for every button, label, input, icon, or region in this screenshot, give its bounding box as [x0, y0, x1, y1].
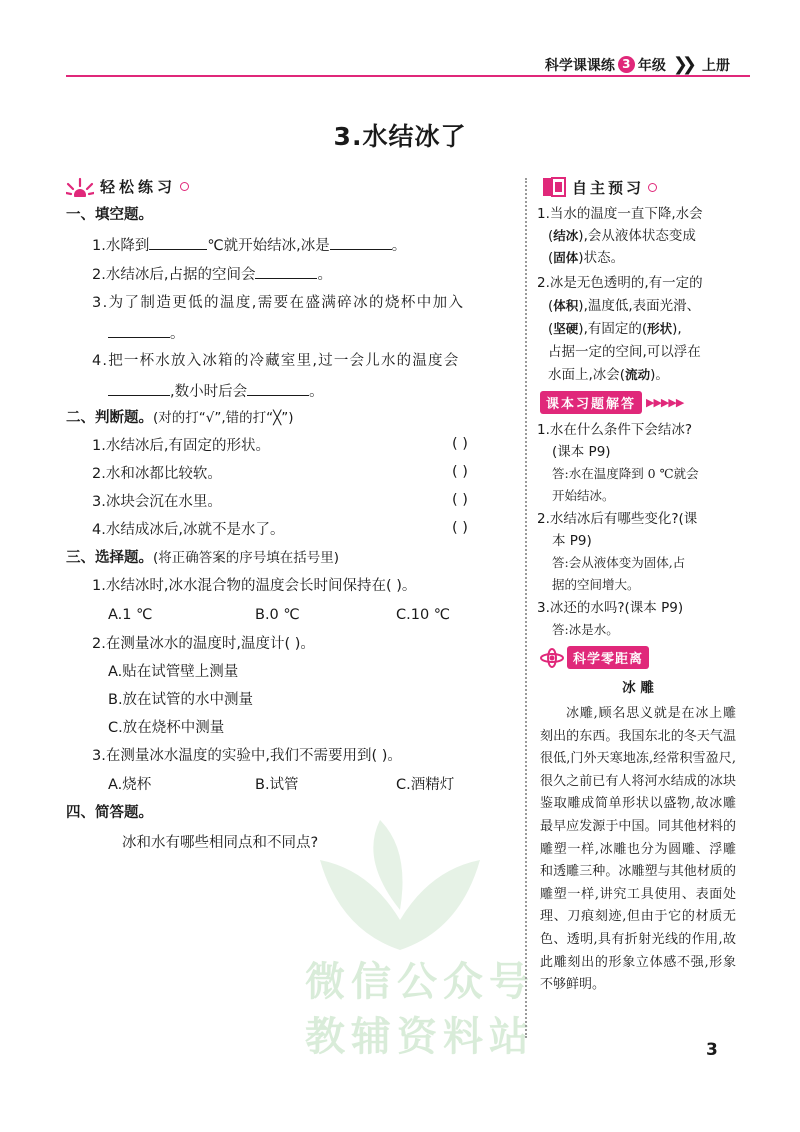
judge-note: (对的打“√”,错的打“╳”)	[153, 410, 294, 426]
answer-blank[interactable]	[330, 235, 392, 250]
judge-answer-3[interactable]: ( )	[452, 492, 468, 508]
short-q1: 冰和水有哪些相同点和不同点?	[122, 835, 319, 851]
choice-q3-opt-b[interactable]: B.试管	[255, 777, 299, 793]
textbook-a2-line1: 答:会从液体变为固体,占	[552, 555, 686, 570]
preview-text: 水面上,冰会(	[548, 367, 626, 383]
section-textbook	[540, 391, 683, 414]
textbook-q3-line1: 3.冰还的水吗?(课本 P9)	[537, 600, 684, 616]
preview-answer: 流动	[625, 367, 651, 382]
fill-q1-text-b: ℃就开始结冰,冰是	[207, 238, 330, 254]
answer-blank[interactable]	[247, 381, 309, 396]
fill-q4-text-b: ,数小时后会	[170, 384, 248, 400]
choice-q3-opt-a[interactable]: A.烧杯	[108, 777, 152, 793]
series-name: 科学课课练	[544, 57, 615, 74]
grade-badge: 3	[618, 56, 635, 73]
textbook-a1-line2: 开始结冰。	[552, 488, 615, 503]
dot-icon	[180, 182, 189, 191]
answer-blank[interactable]	[149, 235, 207, 250]
fill-heading: 一、填空题。	[66, 207, 153, 223]
section-textbook-label: 课本习题解答	[540, 391, 642, 414]
grade-label: 年级	[637, 57, 666, 74]
choice-q1-opt-a[interactable]: A.1 ℃	[108, 607, 153, 623]
fill-q1-text-a: 1.水降到	[92, 238, 150, 254]
short-heading: 四、简答题。	[66, 805, 153, 821]
fill-q3-text-b: 。	[170, 326, 185, 342]
header-rule	[66, 75, 750, 77]
paren-open: (	[548, 298, 554, 314]
preview-answer: 形状	[647, 321, 673, 336]
paren-open: (	[548, 250, 554, 266]
fill-q2	[92, 264, 332, 285]
fill-q1	[92, 235, 406, 256]
textbook-a2-line2: 据的空间增大。	[552, 577, 640, 592]
preview-q1-line1: 1.当水的温度一直下降,水会	[537, 206, 703, 222]
answer-blank[interactable]	[108, 381, 170, 396]
judge-item-1: 1.水结冰后,有固定的形状。	[92, 438, 270, 454]
textbook-q1-line2: (课本 P9)	[552, 444, 611, 460]
paren-open: (	[548, 321, 554, 337]
fill-q3: 3.为了制造更低的温度,需要在盛满碎冰的烧杯中加入	[92, 295, 465, 311]
choice-q2-opt-b[interactable]: B.放在试管的水中测量	[108, 692, 254, 708]
essay-body: 冰雕,顾名思义就是在冰上雕刻出的东西。我国东北的冬天气温很低,门外天寒地冻,经常积雪盈尺,很久之前已有人将河水结成的冰块鉴取雕成简单形状以盛物,故冰雕最早应发源于中国。同其他材料的雕塑一样,冰雕也分为圆雕、浮雕和透雕三种。冰雕塑与其他材质的雕塑一样,讲究工具使用、表面处理、刀痕刻迹,但由于它的材质无色、透明,具有折射光线的作用,故此雕刻出的形象立体感不强,形象不够鲜明。	[540, 706, 736, 993]
preview-text: ),温度低,表面光滑、	[578, 298, 701, 314]
arrows-icon: ▶▶▶▶▶	[646, 396, 684, 409]
section-preview	[542, 176, 657, 198]
page-title: 3.水结冰了	[333, 122, 467, 151]
preview-q2-line4: 占据一定的空间,可以浮在	[548, 344, 701, 360]
preview-text: ),	[672, 321, 682, 337]
choice-q1: 1.水结冰时,冰水混合物的温度会长时间保持在( )。	[92, 578, 417, 594]
judge-item-4: 4.水结成冰后,冰就不是水了。	[92, 522, 285, 538]
choice-q3-opt-c[interactable]: C.酒精灯	[396, 777, 455, 793]
choice-q2-opt-a[interactable]: A.贴在试管壁上测量	[108, 664, 239, 680]
fill-q4-cont	[108, 381, 324, 402]
judge-item-3: 3.冰块会沉在水里。	[92, 494, 222, 510]
atom-icon	[540, 648, 564, 668]
sun-icon	[66, 177, 94, 197]
judge-answer-2[interactable]: ( )	[452, 464, 468, 480]
judge-heading	[66, 408, 294, 428]
preview-answer: 结冰	[553, 228, 579, 243]
section-science	[540, 646, 649, 669]
paren-open: (	[548, 228, 554, 244]
choice-q2: 2.在测量冰水的温度时,温度计( )。	[92, 636, 315, 652]
choice-q1-opt-b[interactable]: B.0 ℃	[255, 607, 300, 623]
essay-title: 冰 雕	[622, 680, 654, 696]
judge-heading-label: 二、判断题。	[66, 410, 153, 426]
preview-text: )状态。	[578, 250, 625, 266]
fill-q2-text-b: 。	[317, 267, 332, 283]
fill-q2-text-a: 2.水结冰后,占据的空间会	[92, 267, 256, 283]
preview-answer: 体积	[553, 298, 579, 313]
answer-blank[interactable]	[255, 264, 317, 279]
preview-answer: 坚硬	[553, 321, 579, 336]
section-practice	[66, 176, 189, 197]
preview-q2-line1: 2.冰是无色透明的,有一定的	[537, 275, 703, 291]
preview-q2-line3	[548, 318, 744, 340]
choice-heading	[66, 548, 339, 568]
judge-answer-4[interactable]: ( )	[452, 520, 468, 536]
fill-q4: 4.把一杯水放入冰箱的冷藏室里,过一会儿水的温度会	[92, 353, 460, 369]
preview-answer: 固体	[553, 250, 579, 265]
fill-q4-text-c: 。	[309, 384, 324, 400]
section-science-label: 科学零距离	[567, 646, 649, 669]
choice-q1-opt-c[interactable]: C.10 ℃	[396, 607, 451, 623]
volume-label: 上册	[702, 57, 730, 74]
textbook-a3-line1: 答:冰是水。	[552, 622, 619, 637]
dot-icon	[648, 183, 657, 192]
judge-item-2: 2.水和冰都比较软。	[92, 466, 222, 482]
answer-blank[interactable]	[108, 323, 170, 338]
textbook-q2-line2: 本 P9)	[552, 533, 592, 549]
preview-text: ),会从液体状态变成	[578, 228, 696, 244]
textbook-a1-line1: 答:水在温度降到 0 ℃就会	[552, 466, 699, 481]
watermark-line1: 微信公众号	[305, 959, 535, 1005]
column-divider	[525, 178, 527, 1038]
book-icon	[542, 176, 566, 198]
page-number: 3	[706, 1040, 718, 1060]
choice-q2-opt-c[interactable]: C.放在烧杯中测量	[108, 720, 225, 736]
textbook-q1-line1: 1.水在什么条件下会结冰?	[537, 422, 693, 438]
watermark-logo	[300, 800, 500, 960]
judge-answer-1[interactable]: ( )	[452, 436, 468, 452]
section-practice-label: 轻松练习	[100, 178, 177, 196]
watermark-line2: 教辅资料站	[305, 1014, 535, 1060]
preview-q2-line2	[548, 295, 744, 317]
running-header	[545, 54, 730, 75]
double-chevron-icon: ❯❯	[672, 54, 691, 75]
preview-q2-line5	[548, 364, 744, 386]
preview-text: )。	[650, 367, 669, 383]
choice-heading-label: 三、选择题。	[66, 550, 153, 566]
fill-q1-text-c: 。	[391, 238, 407, 254]
fill-q3-cont	[108, 323, 185, 344]
preview-q1-line2	[548, 225, 744, 247]
preview-text: ),有固定的(	[578, 321, 648, 337]
section-preview-label: 自主预习	[572, 178, 645, 197]
preview-q1-line3	[548, 247, 744, 269]
choice-q3: 3.在测量冰水温度的实验中,我们不需要用到( )。	[92, 748, 402, 764]
choice-note: (将正确答案的序号填在括号里)	[153, 550, 340, 566]
textbook-q2-line1: 2.水结冰后有哪些变化?(课	[537, 511, 698, 527]
